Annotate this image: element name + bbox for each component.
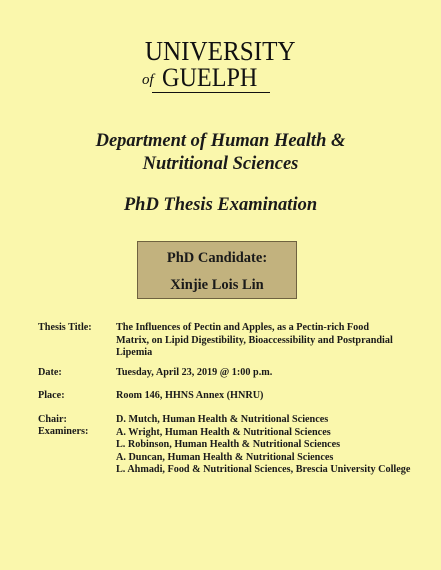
committee-list xyxy=(116,414,416,477)
committee-member: A. Wright, Human Health & Nutritional Sciences xyxy=(116,426,331,438)
thesis-title-line: Matrix, on Lipid Digestibility, Bioaccessibility and Postprandial xyxy=(116,334,393,346)
thesis-title-label: Thesis Title: xyxy=(38,322,92,333)
committee-member: A. Duncan, Human Health & Nutritional Sciences xyxy=(116,451,334,463)
logo-university-text: UNIVERSITY xyxy=(144,36,296,66)
logo-guelph-text: GUELPH xyxy=(162,63,258,92)
thesis-title-line: The Influences of Pectin and Apples, as a Pectin-rich Food xyxy=(116,322,369,333)
thesis-title-line: Lipemia xyxy=(116,347,153,358)
date-label: Date: xyxy=(38,367,62,378)
place-label: Place: xyxy=(38,390,65,401)
chair-label: Chair: xyxy=(38,414,67,425)
candidate-label: PhD Candidate: xyxy=(166,250,268,266)
examiners-label: Examiners: xyxy=(38,426,89,437)
thesis-title-value xyxy=(116,322,416,360)
exam-title: PhD Thesis Examination xyxy=(123,195,318,215)
logo-of-text: of xyxy=(142,72,154,88)
candidate-name: Xinjie Lois Lin xyxy=(170,277,264,293)
logo-underline xyxy=(152,92,270,93)
committee-member: L. Ahmadi, Food & Nutritional Sciences, Brescia University College xyxy=(116,464,411,475)
date-value: Tuesday, April 23, 2019 @ 1:00 p.m. xyxy=(116,367,273,378)
committee-member: L. Robinson, Human Health & Nutritional Sciences xyxy=(116,439,341,450)
committee-member: D. Mutch, Human Health & Nutritional Sciences xyxy=(116,414,329,425)
place-value: Room 146, HHNS Annex (HNRU) xyxy=(116,390,264,401)
department-line-2: Nutritional Sciences xyxy=(142,154,299,174)
candidate-box xyxy=(137,241,297,299)
university-logo xyxy=(140,36,296,92)
department-line-1: Department of Human Health & xyxy=(95,131,346,151)
